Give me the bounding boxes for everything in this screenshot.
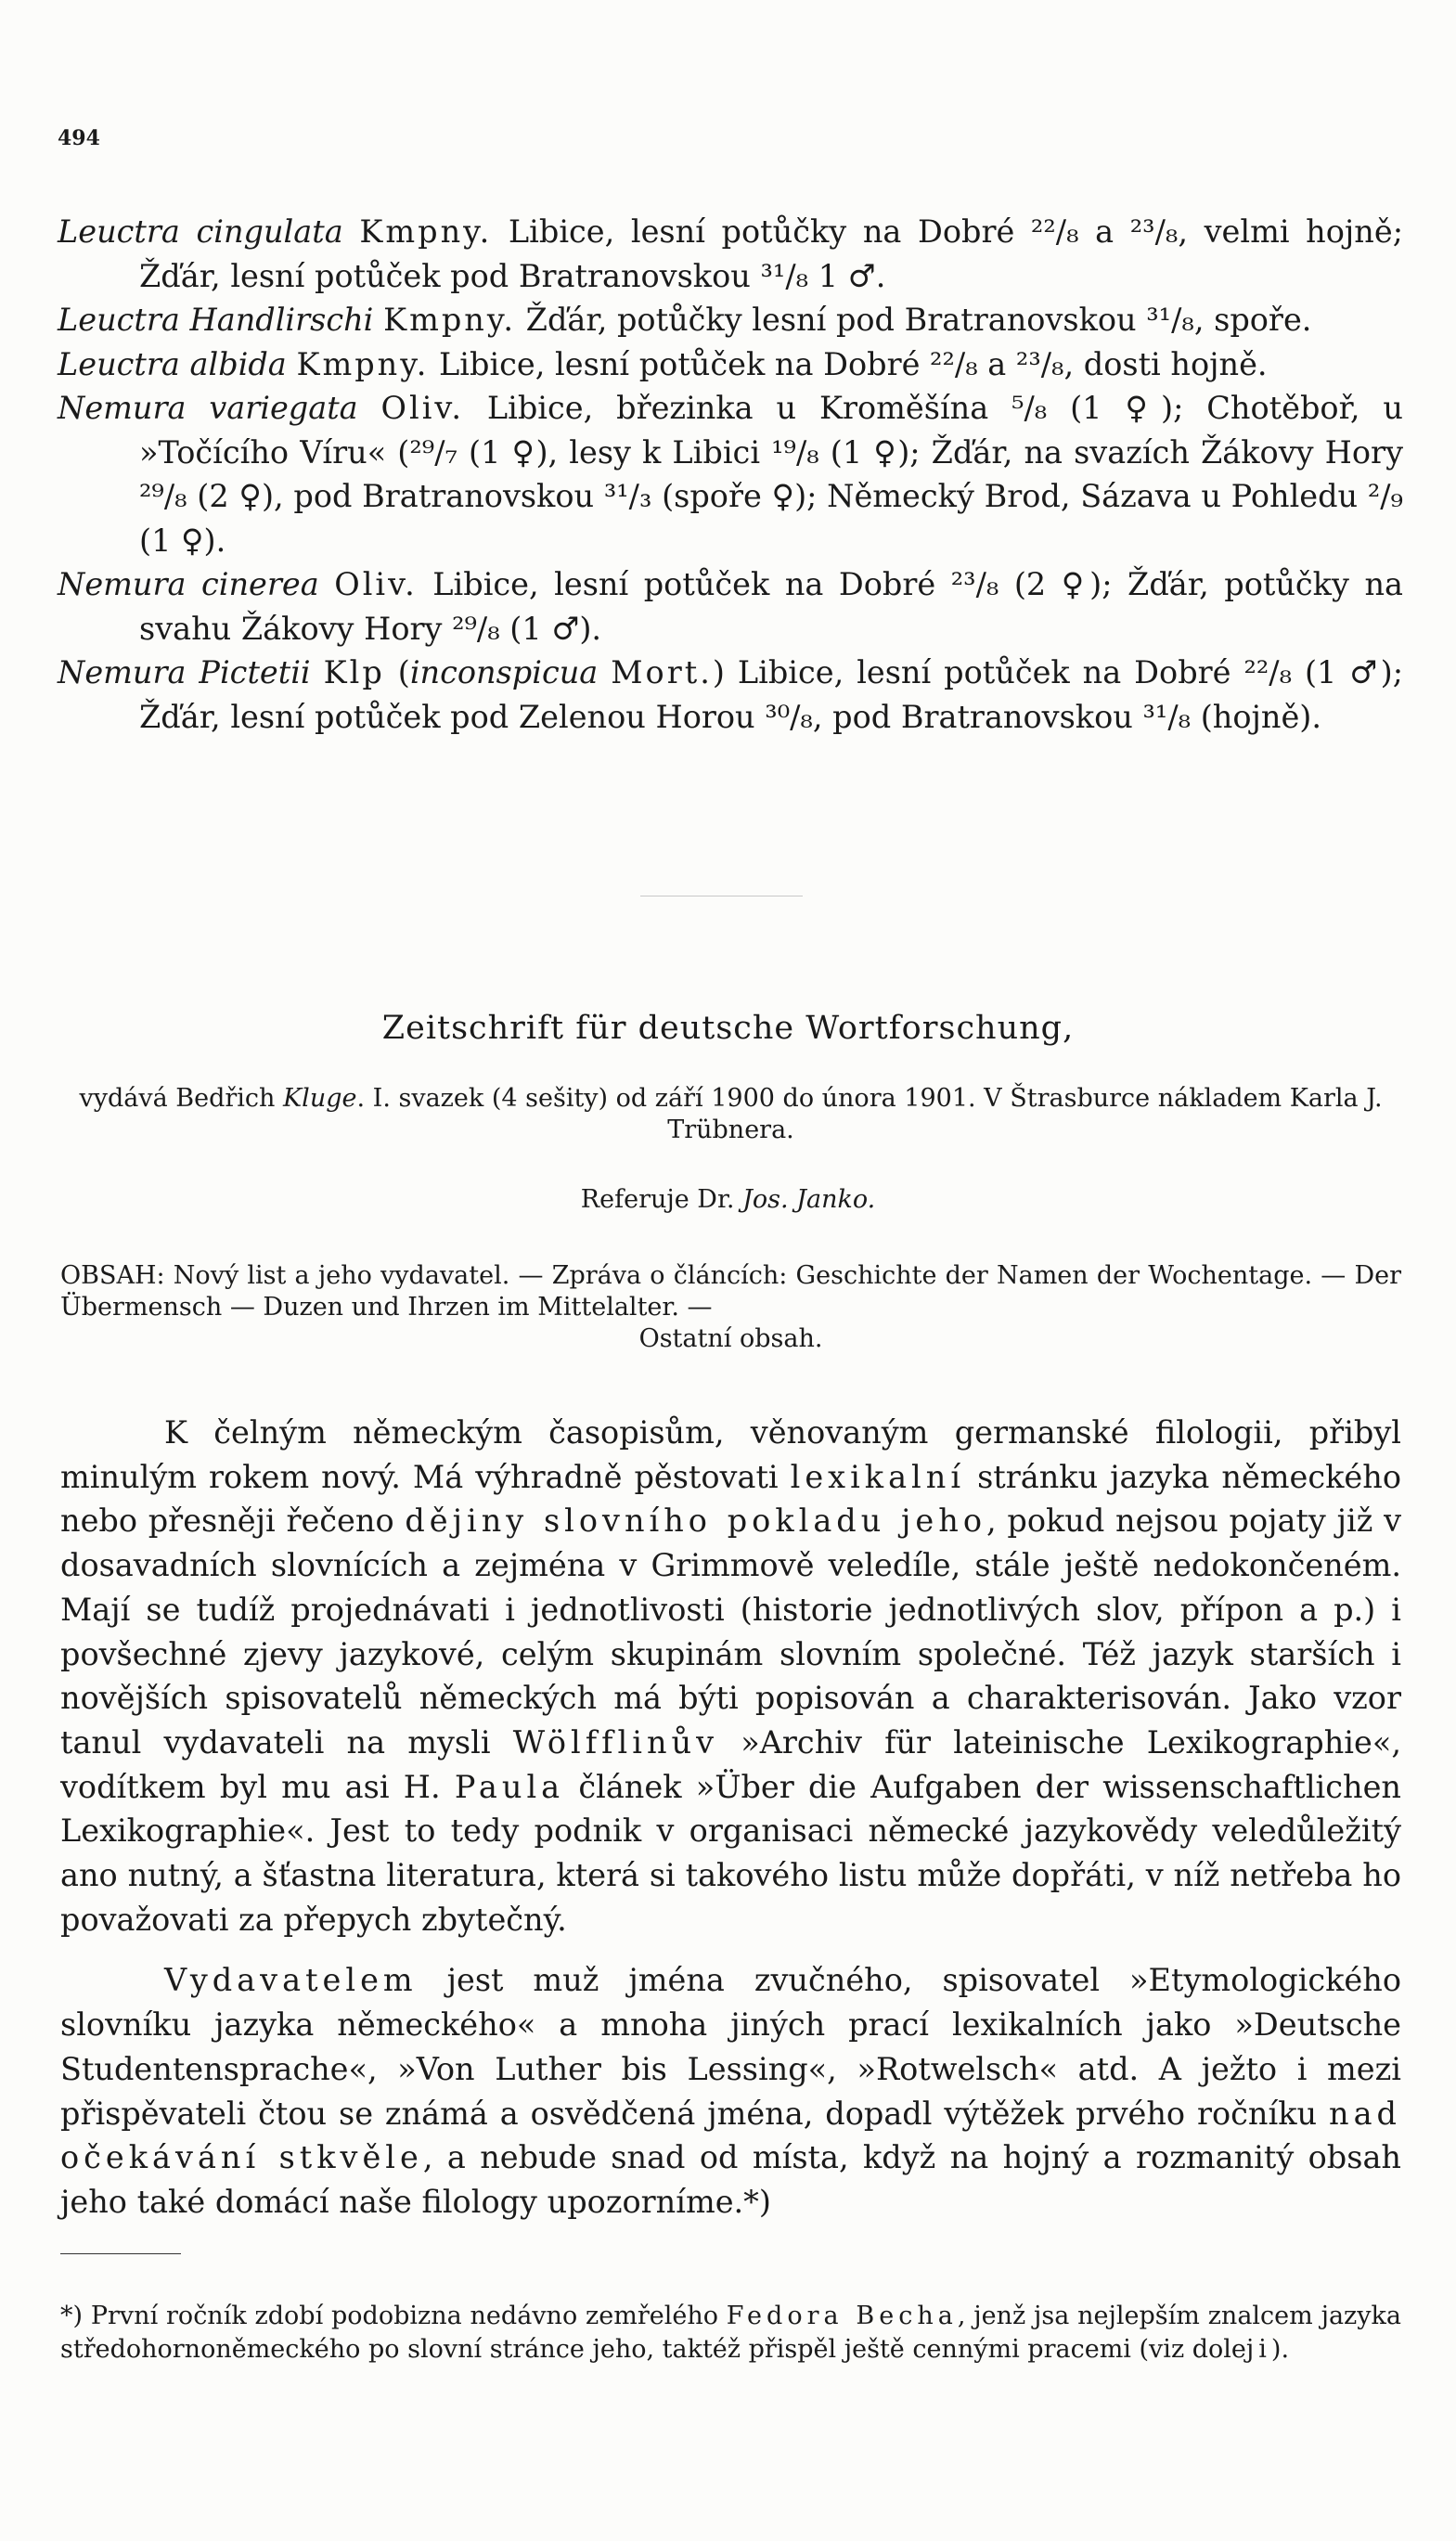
reviewer-name: Jos. Janko.	[742, 1185, 876, 1214]
species-author: Oliv.	[334, 566, 418, 602]
emphasis: Wölfflinův	[512, 1723, 719, 1761]
contents-text: OBSAH: Nový list a jeho vydavatel. — Zpráva o článcích: Geschichte der Namen der Wochentage. — Der Übermensch — Duzen und Ihrzen im Mittelalter. —	[60, 1261, 1401, 1322]
species-author: Klp	[323, 654, 385, 690]
text-run: *) První ročník zdobí podobizna nedávno zemřelého	[60, 2302, 727, 2330]
species-locality: Libice, lesní potůčky na Dobré ²²/₈ a ²³/₈, velmi hojně; Žďár, lesní potůček pod Bratranovskou ³¹/₈ 1 ♂.	[139, 213, 1403, 294]
text-run: stránku jazyka německého nebo přesněji řečeno	[60, 1458, 1401, 1540]
species-entry	[58, 210, 1403, 298]
text-run: , jenž jsa nejlepším znalcem jazyka středohornoněmeckého po slovní stránce jeho, taktéž přispěl ještě cennými pracemi (viz dole	[60, 2302, 1401, 2364]
pubinfo-text: . I. svazek (4 sešity) od září 1900 do února 1901. V Štrasburce nákladem Karla J. Trübnera.	[356, 1084, 1383, 1144]
species-name: Leuctra Handlirschi	[58, 302, 374, 338]
species-entry	[58, 342, 1403, 387]
species-locality: Libice, lesní potůček na Dobré ²²/₈ a ²³/₈, dosti hojně.	[429, 345, 1268, 382]
contents-text-end: Ostatní obsah.	[638, 1324, 823, 1353]
text-run: , pokud nejsou pojaty již v dosavadních slovnících a zejména v Grimmově veledíle, stále ještě nedokončeném. Mají se tudíž projednávati i jednotlivosti (historie jednotlivých slov, přípon a p.) i povšechné zjevy jazykové, celým skupinám slovním společné. Též jazyk starších i novějších spisovatelů německých má býti popisován a charakterisován. Jako vzor tanul vydavateli na mysli	[60, 1503, 1401, 1761]
species-list	[58, 210, 1403, 739]
contents-summary	[60, 1260, 1401, 1355]
page-number: 494	[58, 126, 100, 150]
text-run: »Archiv für lateinische Lexikographie«, vodítkem byl mu asi H.	[60, 1723, 1401, 1805]
text-run: , a nebude snad od místa, když na hojný a rozmanitý obsah jeho také domácí naše filology upozorníme.*)	[60, 2139, 1401, 2220]
species-name: Nemura variegata	[58, 390, 358, 426]
article-title: Zeitschrift für deutsche Wortforschung,	[381, 1010, 1075, 1047]
emphasis: dějiny slovního pokladu jeho	[405, 1503, 987, 1540]
species-author: Kmpny.	[296, 345, 430, 382]
species-author: Oliv.	[380, 390, 465, 426]
species-locality: ) Libice, lesní potůček na Dobré ²²/₈ (1 ♂); Žďár, lesní potůček pod Zelenou Horou ³⁰/₈, pod Bratranovskou ³¹/₈ (hojně).	[139, 654, 1404, 735]
species-locality: Libice, lesní potůček na Dobré ²³/₈ (2 ♀); Žďár, potůčky na svahu Žákovy Hory ²⁹/₈ (1 ♂).	[139, 566, 1403, 647]
species-name: Leuctra albida	[58, 345, 287, 382]
text-run: K čelným německým časopisům, věnovaným germanské filologii, přibyl minulým rokem nový. Má výhradně pěstovati	[60, 1414, 1401, 1495]
editor-name: Kluge	[283, 1084, 357, 1113]
emphasis: Vydavatelem	[164, 1962, 418, 1999]
paragraph	[60, 1958, 1401, 2224]
species-name: Nemura cinerea	[58, 566, 319, 602]
paragraph	[60, 1411, 1401, 1941]
species-entry	[58, 562, 1403, 651]
review-body	[60, 1411, 1401, 2241]
footnote	[60, 2300, 1401, 2367]
species-synonym-open: (	[384, 654, 410, 690]
species-name: Leuctra cingulata	[58, 213, 343, 250]
emphasis: ji	[1245, 2335, 1271, 2364]
species-author: Kmpny.	[359, 213, 493, 250]
species-author: Kmpny.	[383, 302, 517, 338]
text-run: ).	[1270, 2335, 1290, 2364]
species-name: Nemura Pictetii	[58, 654, 311, 690]
reviewer-line	[0, 1185, 1456, 1214]
text-run: článek »Über die Aufgaben der wissenschaftlichen Lexikographie«. Jest to tedy podnik v organisaci německé jazykovědy veledůležitý ano nutný, a šťastna literatura, která si takového listu může dopřáti, v níž netřeba ho považovati za přepych zbytečný.	[60, 1768, 1401, 1938]
species-locality: Libice, březinka u Kroměšína ⁵/₈ (1 ♀); Chotěboř, u »Točícího Víru« (²⁹/₇ (1 ♀), lesy k Libici ¹⁹/₈ (1 ♀); Žďár, na svazích Žákovy Hory ²⁹/₈ (2 ♀), pod Bratranovskou ³¹/₃ (spoře ♀); Německý Brod, Sázava u Pohledu ²/₉ (1 ♀).	[139, 390, 1403, 559]
reviewer-label: Referuje Dr.	[580, 1185, 743, 1214]
footnote-divider	[60, 2253, 181, 2254]
pubinfo-text: vydává Bedřich	[79, 1084, 284, 1113]
emphasis: Paula	[454, 1768, 565, 1805]
emphasis: nad očekávání stkvěle	[60, 2095, 1401, 2176]
species-synonym-name: inconspicua	[409, 654, 599, 690]
species-entry	[58, 298, 1403, 342]
species-locality: Žďár, potůčky lesní pod Bratranovskou ³¹/₈, spoře.	[516, 302, 1312, 338]
species-synonym-author: Mort.	[611, 654, 713, 690]
emphasis: Fedora Becha	[726, 2302, 958, 2330]
emphasis: lexikalní	[790, 1458, 966, 1495]
species-entry	[58, 386, 1403, 562]
publication-info	[60, 1083, 1401, 1146]
text-run: jest muž jména zvučného, spisovatel »Etymologického slovníku jazyka německého« a mnoha jiných prací lexikalních jako »Deutsche Studentensprache«, »Von Luther bis Lessing«, »Rotwelsch« atd. A ježto i mezi přispěvateli čtou se známá a osvědčená jména, dopadl výtěžek prvého ročníku	[60, 1962, 1401, 2132]
species-entry	[58, 651, 1403, 739]
